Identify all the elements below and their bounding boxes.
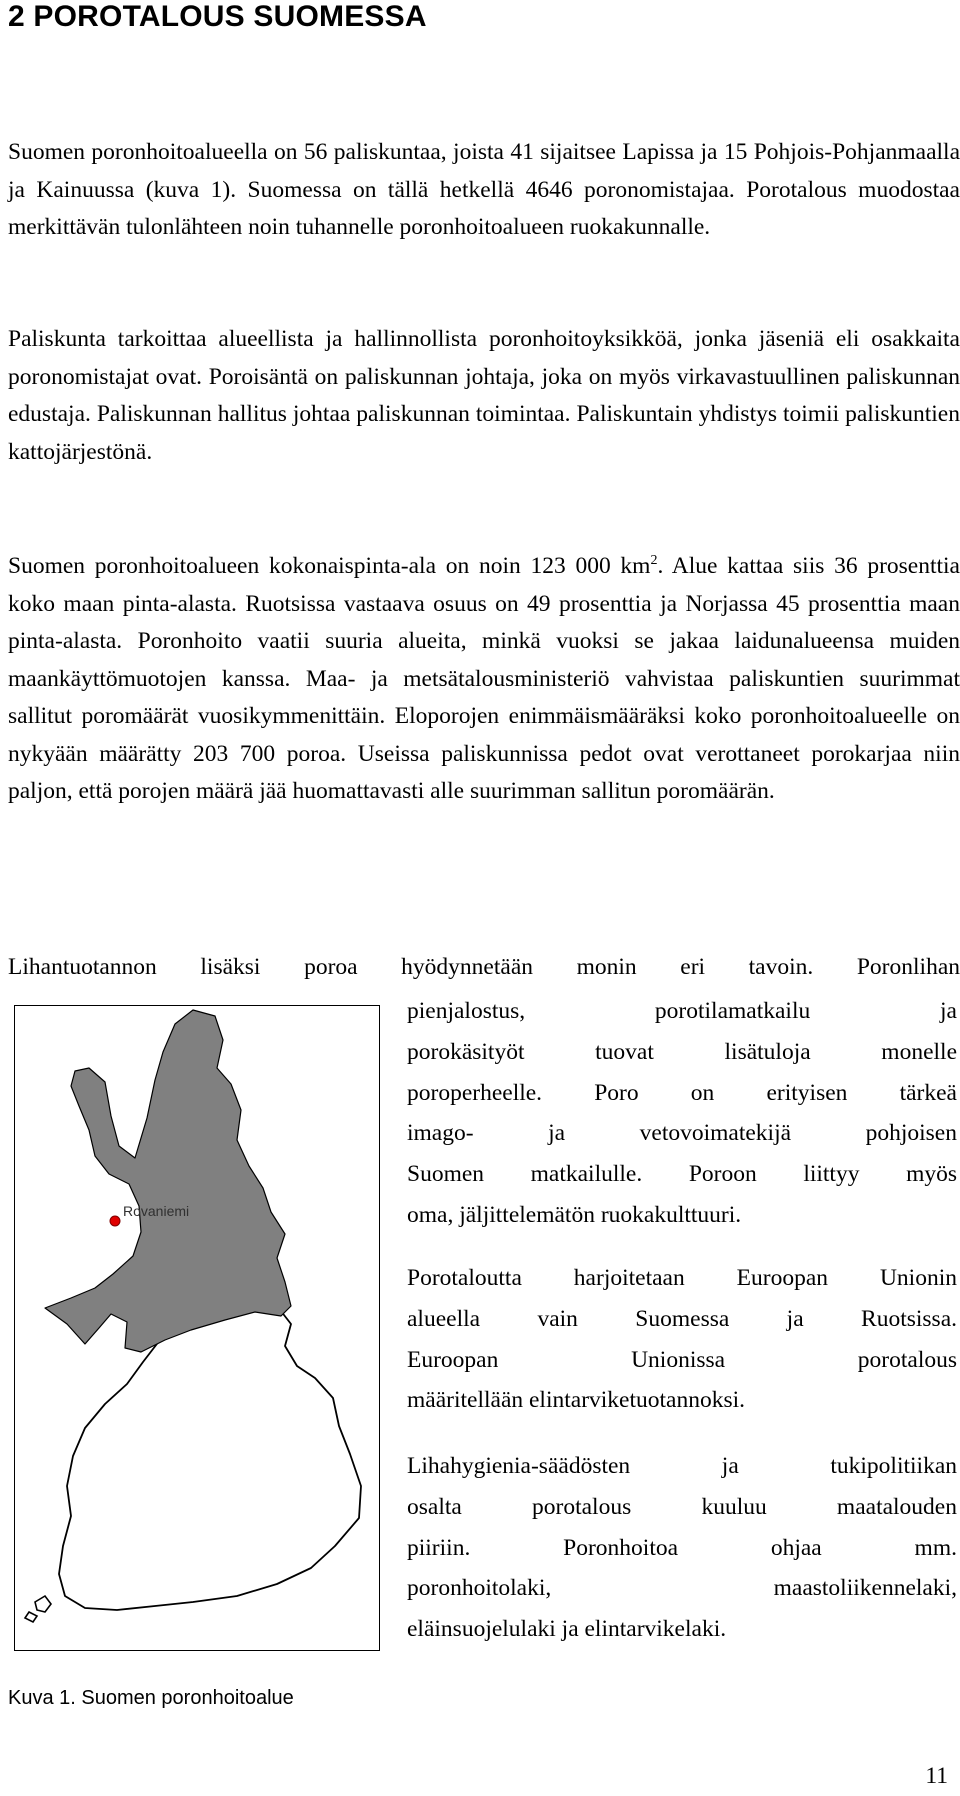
text-line: piiriin. Poronhoitoa ohjaa mm. (407, 1534, 957, 1561)
paragraph-lainsaadanto (407, 1446, 957, 1650)
area-text-rest: . Alue kattaa siis 36 prosenttia koko maan pinta-alasta. Ruotsissa vastaava osuus on 49 prosenttia ja Norjassa 45 prosenttia maan pinta-alasta. Poronhoito vaatii suuria alueita, minkä vuoksi se jakaa laidunalueensa muiden maankäyttömuotojen kanssa. Maa- ja metsätalousministeriö vahvistaa paliskuntien suurimmat sallitut poromäärät vuosikymmenittäin. Eloporojen enimmäismääräksi koko poronhoitoalueelle on nykyään määrätty 203 700 poroa. Useissa paliskunnissa pedot ovat verottaneet porokarjaa niin paljon, että porojen määrä jää huomattavasti alle suurimman sallitun poromäärän. (8, 553, 960, 804)
text-line: Lihahygienia-säädösten ja tukipolitiikan (407, 1453, 957, 1479)
rovaniemi-marker (110, 1216, 120, 1226)
text-line: pienjalostus, porotilamatkailu ja (407, 998, 957, 1024)
text-line: Porotaloutta harjoitetaan Euroopan Unionin (407, 1265, 957, 1291)
text-line: oma, jäljittelemätön ruokakulttuuri. (407, 1201, 742, 1228)
area-text-start: Suomen poronhoitoalueen kokonaispinta-ala on noin 123 000 km (8, 553, 651, 579)
reindeer-herding-area-map (14, 1005, 380, 1651)
text-line: imago- ja vetovoimatekijä pohjoisen (407, 1120, 957, 1147)
text-line: Euroopan Unionissa porotalous (407, 1346, 957, 1373)
text-line: Suomen matkailulle. Poroon liittyy myös (407, 1161, 957, 1188)
text-line: määritellään elintarviketuotannoksi. (407, 1387, 746, 1414)
paragraph-paliskunta-definition: Paliskunta tarkoittaa alueellista ja hallinnollista poronhoitoyksikköä, jonka jäseniä eli osakkaita poronomistajat ovat. Poroisäntä on paliskunnan johtaja, joka on myös virkavastuullinen paliskunnan edustaja. Paliskunnan hallitus johtaa paliskunnan toimintaa. Paliskuntain yhdistys toimii paliskuntien kattojärjestönä. (8, 326, 960, 465)
area-unit-superscript: 2 (650, 553, 658, 569)
finland-outline (59, 1306, 361, 1610)
section-heading: 2 POROTALOUS SUOMESSA (8, 0, 427, 33)
paragraph-eu-porotalous (407, 1258, 957, 1421)
aland-islands (25, 1596, 51, 1622)
text-line: alueella vain Suomessa ja Ruotsissa. (407, 1305, 957, 1332)
paragraph-poron-hyodyntaminen (407, 991, 957, 1236)
paragraph-paliskunnat: Suomen poronhoitoalueella on 56 paliskuntaa, joista 41 sijaitsee Lapissa ja 15 Pohjois-Pohjanmaalla ja Kainuussa (kuva 1). Suomessa on tällä hetkellä 4646 poronomistajaa. Porotalous muodostaa merkittävän tulonlähteen noin tuhannelle poronhoitoalueen ruokakunnalle. (8, 139, 960, 240)
text-line: poroperheelle. Poro on erityisen tärkeä (407, 1079, 957, 1106)
page-number: 11 (925, 1763, 948, 1789)
figure-caption: Kuva 1. Suomen poronhoitoalue (8, 1687, 294, 1709)
rovaniemi-label: Rovaniemi (123, 1203, 190, 1219)
text-line: osalta porotalous kuuluu maatalouden (407, 1493, 957, 1520)
paragraph-lihantuotanto-first-line: Lihantuotannon lisäksi poroa hyödynnetään monin eri tavoin. Poronlihan (8, 954, 960, 980)
paragraph-pinta-ala (8, 548, 960, 811)
text-line: porokäsityöt tuovat lisätuloja monelle (407, 1038, 957, 1065)
reindeer-area-shape (45, 1010, 291, 1352)
finland-map-svg (15, 1006, 378, 1649)
text-line: poronhoitolaki, maastoliikennelaki, (407, 1575, 957, 1602)
text-line: eläinsuojelulaki ja elintarvikelaki. (407, 1616, 727, 1643)
